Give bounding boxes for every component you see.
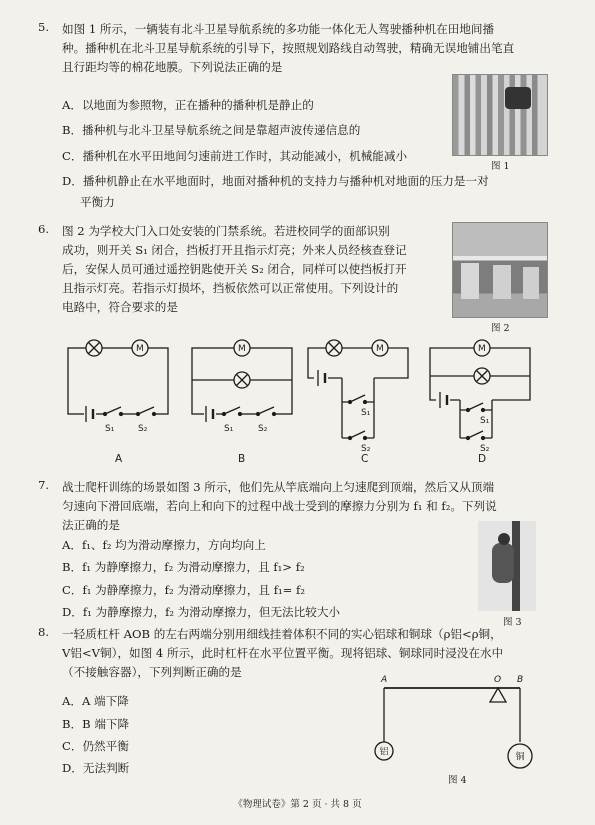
q6-circuit-diagrams: [0, 330, 595, 475]
q6-line: 成功，则开关 S₁ 闭合，挡板打开且指示灯亮；外来人员经核查登记: [62, 243, 407, 257]
q8-option-b: B．B 端下降: [62, 717, 130, 731]
q8-line: 一轻质杠杆 AOB 的左右两端分别用细线挂着体积不同的实心铝球和铜球（ρ铝<ρ铜，: [62, 627, 502, 641]
figure-3-climber-photo: [478, 521, 536, 611]
q6-stem: [62, 222, 407, 317]
q5-option-d-cont: 平衡力: [80, 195, 115, 209]
circuit-a-label: A: [115, 453, 123, 465]
circuit-c-s1-label: S₁: [361, 408, 371, 418]
q7-line: 战士爬杆训练的场景如图 3 所示，他们先从竿底端向上匀速爬到顶端，然后又从顶端: [62, 480, 495, 494]
q6-line: 后，安保人员可通过遥控钥匙使开关 S₂ 闭合，同样可以使挡板打开: [62, 262, 407, 276]
q6-line: 电路中，符合要求的是: [62, 300, 178, 314]
q6-number: 6.: [38, 222, 50, 236]
circuit-a-s2-label: S₂: [138, 424, 148, 434]
figure-1-seeder-photo: [452, 74, 548, 156]
circuit-b-s1-label: S₁: [224, 424, 234, 434]
climber-head-shape: [498, 533, 510, 545]
circuit-d-s2-label: S₂: [480, 444, 490, 454]
gate-post-shape: [461, 263, 479, 299]
circuit-a-s1-label: S₁: [105, 424, 115, 434]
q8-option-a: A．A 端下降: [62, 694, 129, 708]
figure-4-caption: 图 4: [448, 775, 467, 786]
aluminium-ball-label: 铝: [379, 747, 389, 758]
lever-o-label: O: [494, 675, 502, 685]
q8-option-c: C．仍然平衡: [62, 739, 129, 753]
circuit-b-label: B: [238, 453, 246, 465]
q8-line: （不接触容器），下列判断正确的是: [62, 665, 242, 679]
figure-2-gate-photo: [452, 222, 548, 318]
figure-2-caption: 图 2: [491, 323, 510, 334]
q8-number: 8.: [38, 625, 50, 639]
q7-option-b: B．f₁ 为静摩擦力，f₂ 为滑动摩擦力，且 f₁> f₂: [62, 560, 305, 574]
q7-line: 法正确的是: [62, 518, 120, 532]
q6-line: 图 2 为学校大门入口处安装的门禁系统。若进校同学的面部识别: [62, 224, 390, 238]
circuit-c-motor-label: M: [376, 344, 384, 354]
q7-line: 匀速向下滑回底端，若向上和向下的过程中战士受到的摩擦力分别为 f₁ 和 f₂。下列说: [62, 499, 497, 513]
q5-line: 如图 1 所示，一辆装有北斗卫星导航系统的多功能一体化无人驾驶播种机在田地间播: [62, 22, 495, 36]
lever-b-label: B: [517, 675, 524, 685]
lever-a-label: A: [381, 675, 388, 685]
q8-line: V铝<V铜），如图 4 所示，此时杠杆在水平位置平衡。现将铝球、铜球同时浸没在水中: [62, 646, 504, 660]
q7-stem: [62, 478, 497, 535]
seeder-machine-shape: [505, 87, 531, 109]
q7-option-c: C．f₁ 为静摩擦力，f₂ 为滑动摩擦力，且 f₁= f₂: [62, 583, 305, 597]
figure-3-caption: 图 3: [503, 617, 522, 628]
circuit-a-motor-label: M: [136, 344, 144, 354]
circuit-c-s2-label: S₂: [361, 444, 371, 454]
circuit-d-motor-label: M: [478, 344, 486, 354]
circuit-d-label: D: [478, 453, 487, 465]
circuit-d: [430, 340, 530, 444]
circuit-b-s2-label: S₂: [258, 424, 268, 434]
figure-4-lever: [370, 670, 540, 780]
q5-line: 且行距均等的棉花地膜。下列说法正确的是: [62, 60, 283, 74]
figure-1-caption: 图 1: [491, 161, 510, 172]
circuit-c-label: C: [361, 453, 369, 465]
copper-ball-label: 铜: [515, 752, 525, 763]
circuit-a: [68, 340, 168, 422]
q5-option-c: C．播种机在水平田地间匀速前进工作时，其动能减小，机械能减小: [62, 149, 408, 163]
q7-number: 7.: [38, 478, 50, 492]
q7-option-a: A．f₁、f₂ 均为滑动摩擦力，方向均向上: [62, 538, 266, 552]
gate-post-shape: [493, 265, 511, 299]
q6-line: 且指示灯亮。若指示灯损坏，挡板依然可以正常使用。下列设计的: [62, 281, 399, 295]
q5-option-b: B．播种机与北斗卫星导航系统之间是靠超声波传递信息的: [62, 123, 361, 137]
page-footer: 《物理试卷》第 2 页 · 共 8 页: [233, 799, 362, 810]
q5-line: 种。播种机在北斗卫星导航系统的引导下，按照规划路线自动驾驶，精确无误地铺出笔直: [62, 41, 515, 55]
q5-number: 5.: [38, 20, 50, 34]
q7-option-d: D．f₁ 为静摩擦力，f₂ 为滑动摩擦力，但无法比较大小: [62, 605, 341, 619]
q5-option-a: A．以地面为参照物，正在播种的播种机是静止的: [62, 98, 314, 112]
q5-option-d: D．播种机静止在水平地面时，地面对播种机的支持力与播种机对地面的压力是一对: [62, 174, 489, 188]
gate-post-shape: [523, 267, 539, 299]
q5-stem: [62, 20, 514, 77]
climber-shape: [492, 543, 514, 583]
circuit-b-motor-label: M: [238, 344, 246, 354]
circuit-c: [308, 340, 408, 444]
circuit-d-s1-label: S₁: [480, 416, 490, 426]
q8-option-d: D．无法判断: [62, 761, 130, 775]
